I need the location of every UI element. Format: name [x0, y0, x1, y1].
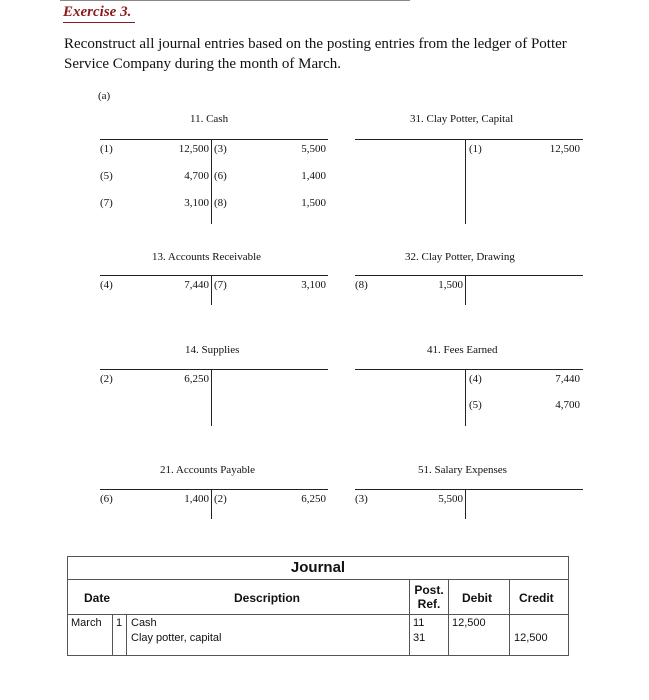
- t-account-rule: [100, 139, 328, 140]
- col-divider: [126, 614, 127, 655]
- debit-amount: 1,500: [438, 279, 463, 291]
- debit-amount: 5,500: [438, 493, 463, 505]
- exercise-title: Exercise 3.: [63, 4, 132, 20]
- posting-ref: (7): [100, 197, 113, 209]
- credit-amount: 3,100: [301, 279, 326, 291]
- debit-amount: 6,250: [184, 373, 209, 385]
- account-title: 11. Cash: [190, 113, 229, 125]
- t-account-rule: [355, 139, 583, 140]
- account-title: 31. Clay Potter, Capital: [410, 113, 514, 125]
- journal-table: [67, 556, 569, 656]
- entry-month: March: [71, 617, 102, 629]
- posting-ref: (8): [214, 197, 227, 209]
- entry-credit: 12,500: [514, 632, 548, 644]
- posting-ref: (2): [100, 373, 113, 385]
- posting-ref: (5): [100, 170, 113, 182]
- debit-amount: 3,100: [184, 197, 209, 209]
- entry-description: Clay potter, capital: [131, 632, 222, 644]
- credit-amount: 5,500: [301, 143, 326, 155]
- t-account-rule: [355, 275, 583, 276]
- debit-amount: 4,700: [184, 170, 209, 182]
- entry-debit: 12,500: [452, 617, 486, 629]
- part-label: (a): [98, 90, 111, 102]
- posting-ref: (2): [214, 493, 227, 505]
- entry-post-ref: 31: [413, 632, 426, 644]
- posting-ref: (6): [214, 170, 227, 182]
- header-date: Date: [84, 591, 111, 605]
- header-post-ref: Post. Ref.: [414, 583, 444, 611]
- header-rule: [68, 614, 568, 615]
- t-account-rule: [100, 369, 328, 370]
- t-account-divider: [465, 369, 466, 426]
- debit-amount: 12,500: [178, 143, 209, 155]
- t-account-rule: [100, 275, 328, 276]
- t-account-rule: [355, 489, 583, 490]
- posting-ref: (1): [469, 143, 482, 155]
- posting-ref: (4): [100, 279, 113, 291]
- exercise-title-underline: [63, 22, 135, 23]
- debit-amount: 7,440: [184, 279, 209, 291]
- account-title: 14. Supplies: [185, 344, 240, 356]
- posting-ref: (4): [469, 373, 482, 385]
- posting-ref: (3): [214, 143, 227, 155]
- account-title: 41. Fees Earned: [427, 344, 498, 356]
- credit-amount: 6,250: [301, 493, 326, 505]
- account-title: 21. Accounts Payable: [160, 464, 256, 476]
- col-divider: [409, 579, 410, 655]
- credit-amount: 4,700: [555, 399, 580, 411]
- entry-day: 1: [116, 617, 123, 629]
- t-account-divider: [211, 369, 212, 426]
- col-divider: [112, 614, 113, 655]
- instructions-text: Reconstruct all journal entries based on the posting entries from the ledger of Potter Service Company during the month of March.: [64, 36, 567, 72]
- header-description: Description: [234, 591, 301, 605]
- debit-amount: 1,400: [184, 493, 209, 505]
- t-account-divider: [465, 139, 466, 224]
- credit-amount: 12,500: [549, 143, 580, 155]
- header-credit: Credit: [519, 591, 554, 605]
- posting-ref: (3): [355, 493, 368, 505]
- col-divider: [448, 579, 449, 655]
- t-account-rule: [100, 489, 328, 490]
- posting-ref: (7): [214, 279, 227, 291]
- posting-ref: (8): [355, 279, 368, 291]
- account-title: 13. Accounts Receivable: [152, 251, 262, 263]
- posting-ref: (1): [100, 143, 113, 155]
- top-rule: [60, 0, 410, 1]
- account-title: 51. Salary Expenses: [418, 464, 507, 476]
- entry-post-ref: 11: [413, 617, 425, 629]
- t-account-divider: [211, 139, 212, 224]
- account-title: 32. Clay Potter, Drawing: [405, 251, 515, 263]
- credit-amount: 7,440: [555, 373, 580, 385]
- t-account-divider: [211, 275, 212, 305]
- journal-title-rule: [68, 579, 568, 580]
- credit-amount: 1,500: [301, 197, 326, 209]
- t-account-divider: [211, 489, 212, 519]
- col-divider: [509, 579, 510, 655]
- posting-ref: (6): [100, 493, 113, 505]
- entry-description: Cash: [131, 617, 157, 629]
- header-debit: Debit: [462, 591, 492, 605]
- t-account-rule: [355, 369, 583, 370]
- posting-ref: (5): [469, 399, 482, 411]
- journal-title: Journal: [290, 559, 346, 576]
- t-account-divider: [465, 489, 466, 519]
- t-account-divider: [465, 275, 466, 305]
- credit-amount: 1,400: [301, 170, 326, 182]
